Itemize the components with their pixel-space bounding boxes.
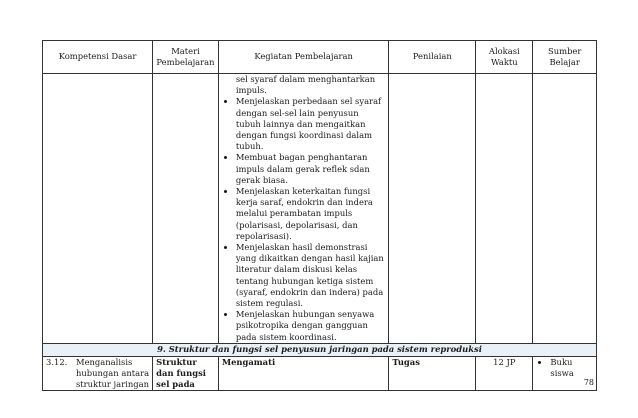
activity-continuation: sel syaraf dalam menghantarkan impuls. bbox=[235, 74, 376, 96]
page-number: 78 bbox=[583, 378, 594, 387]
header-row bbox=[43, 41, 597, 74]
section-heading: 9. Struktur dan fungsi sel penyusun jaringan pada sistem reproduksi bbox=[43, 343, 597, 356]
list-item: • Menjelaskan perbedaan sel syaraf dengan sel-sel lain penyusun tubuh lainnya dan mengaitkan dengan fungsi koordinasi dalam tubuh. bbox=[236, 96, 386, 152]
sumber-list bbox=[536, 357, 593, 379]
table-row bbox=[43, 74, 597, 344]
kd-cell-empty bbox=[43, 74, 153, 344]
list-item: • Menjelaskan hubungan senyawa psikotropika dengan gangguan pada sistem koordinasi. bbox=[236, 309, 386, 343]
penilaian-cell-empty bbox=[389, 74, 476, 344]
materi-cell bbox=[153, 356, 219, 391]
list-item: • Membuat bagan penghantaran impuls dalam gerak reflek sdan gerak biasa. bbox=[236, 152, 386, 186]
header-penilaian: Penilaian bbox=[389, 41, 476, 74]
kegiatan-cell bbox=[218, 356, 389, 391]
materi-text: Struktur dan fungsi sel pada bbox=[156, 356, 206, 390]
alokasi-cell-empty bbox=[476, 74, 533, 344]
alokasi-text: 12 JP bbox=[493, 356, 516, 367]
section-heading-row bbox=[43, 343, 597, 356]
activity-list bbox=[222, 96, 386, 342]
penilaian-text: Tugas bbox=[392, 356, 420, 367]
kegiatan-cell bbox=[218, 74, 389, 344]
sumber-cell-empty bbox=[533, 74, 597, 344]
header-materi: Materi Pembelajaran bbox=[153, 41, 219, 74]
list-item: • Buku siswa bbox=[550, 357, 593, 379]
table-row bbox=[43, 356, 597, 391]
header-alokasi: Alokasi Waktu bbox=[476, 41, 533, 74]
list-item: • Menjelaskan keterkaitan fungsi kerja saraf, endokrin dan indera melalui perambatan impuls (polarisasi, depolarisasi, dan repolarisasi). bbox=[236, 186, 386, 242]
kd-text: Menganalisis hubungan antara struktur jaringan bbox=[76, 356, 150, 390]
header-kompetensi-dasar: Kompetensi Dasar bbox=[43, 41, 153, 74]
header-kegiatan: Kegiatan Pembelajaran bbox=[218, 41, 389, 74]
kegiatan-text: Mengamati bbox=[221, 356, 276, 367]
alokasi-cell bbox=[476, 356, 533, 391]
list-item: • Menjelaskan hasil demonstrasi yang dikaitkan dengan hasil kajian literatur dalam diskusi kelas tentang hubungan ketiga sistem (syaraf, endokrin dan indera) pada sistem regulasi. bbox=[236, 242, 386, 309]
header-sumber: Sumber Belajar bbox=[533, 41, 597, 74]
syllabus-table bbox=[42, 40, 597, 391]
kd-number: 3.12. bbox=[46, 356, 68, 367]
penilaian-cell bbox=[389, 356, 476, 391]
materi-cell-empty bbox=[153, 74, 219, 344]
kd-cell bbox=[43, 356, 153, 391]
